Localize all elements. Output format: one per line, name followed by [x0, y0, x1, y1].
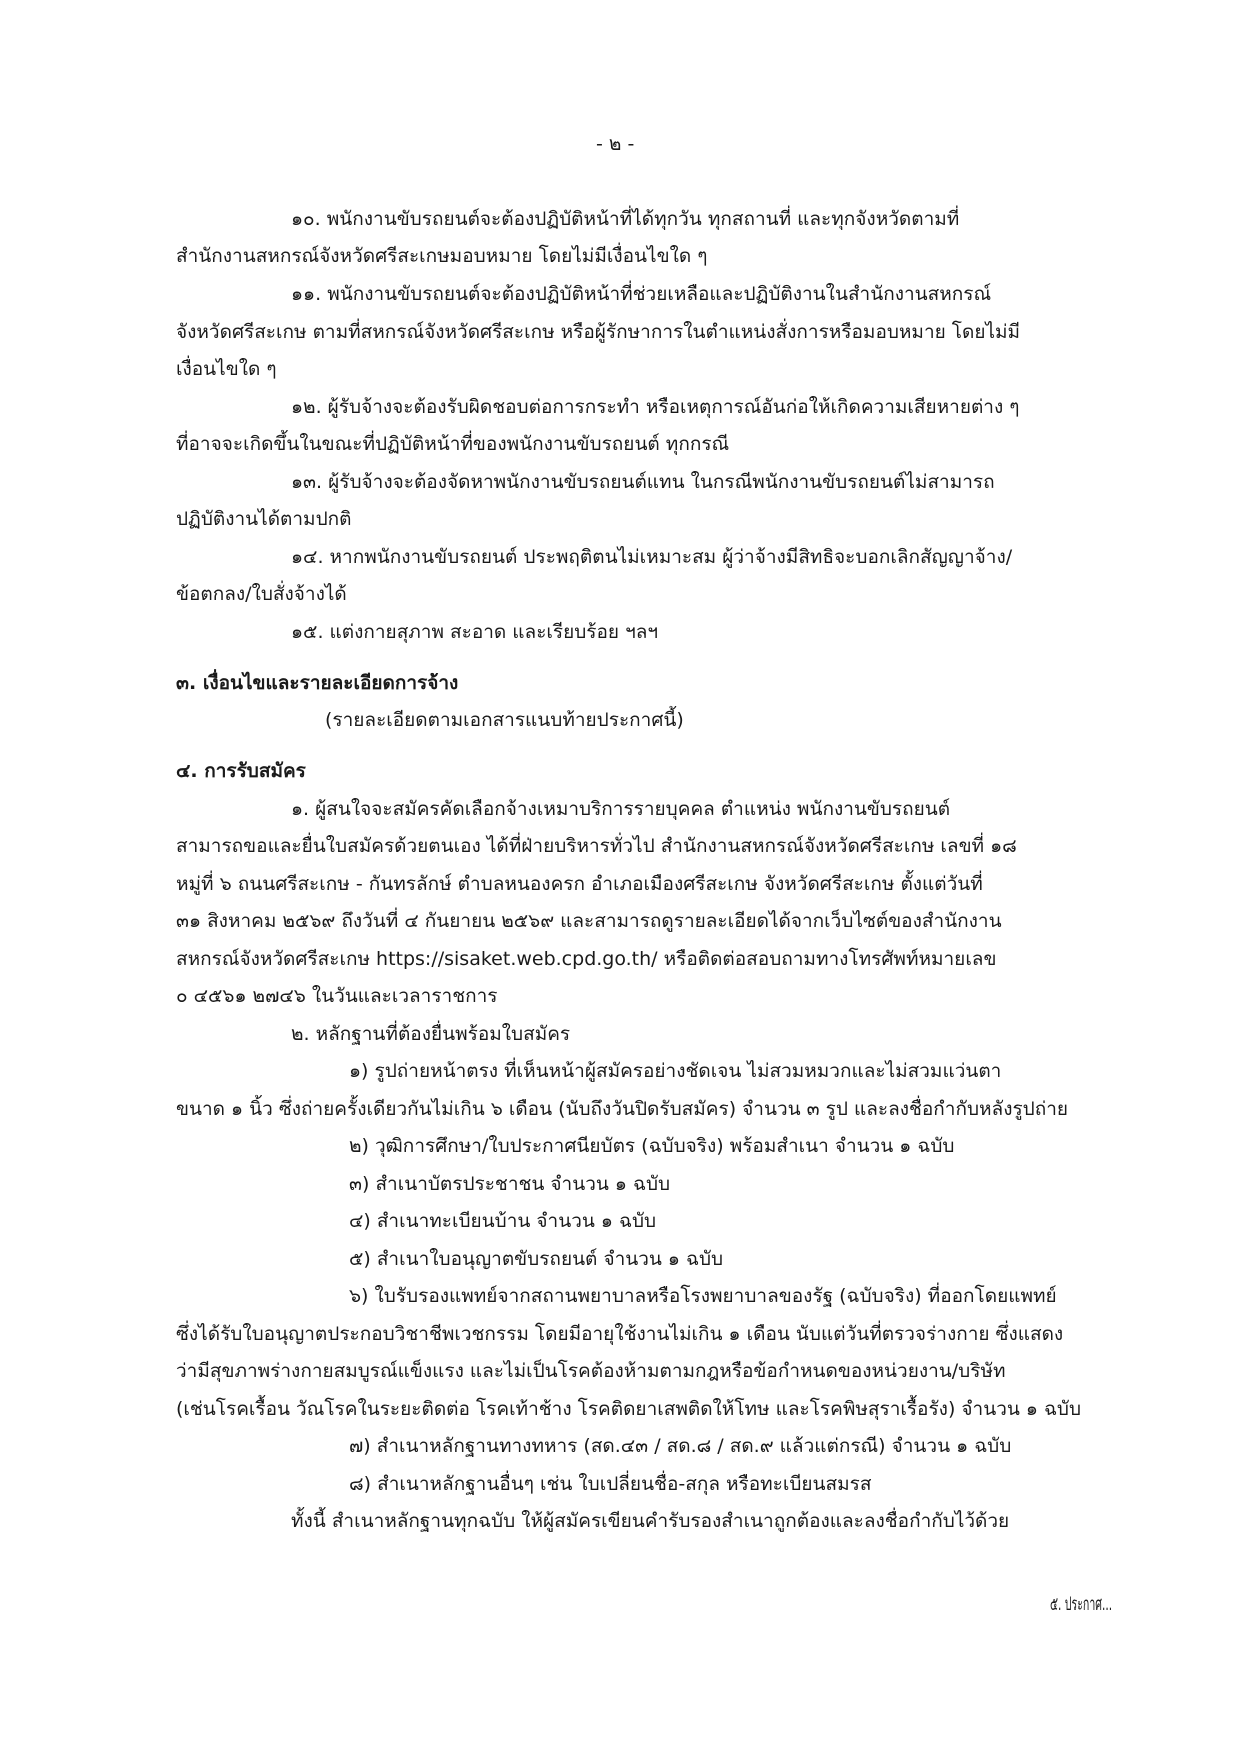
doc-1-line-2: ขนาด ๑ นิ้ว ซึ่งถ่ายครั้งเดียวกันไม่เกิน ๖ เดือน (นับถึงวันปิดรับสมัคร) จำนวน ๓ รูป และลงชื่อกำกับหลังรูปถ่าย [176, 1098, 1069, 1120]
application-paragraph-line-6: ๐ ๔๕๖๑ ๒๗๔๖ ในวันและเวลาราชการ [176, 985, 498, 1007]
item-11-line-1: ๑๑. พนักงานขับรถยนต์จะต้องปฏิบัติหน้าที่ช่วยเหลือและปฏิบัติงานในสำนักงานสหกรณ์ [291, 283, 992, 305]
application-paragraph-line-1: ๑. ผู้สนใจจะสมัครคัดเลือกจ้างเหมาบริการรายบุคคล ตำแหน่ง พนักงานขับรถยนต์ [291, 798, 951, 820]
application-paragraph-line-3: หมู่ที่ ๖ ถนนศรีสะเกษ - กันทรลักษ์ ตำบลหนองครก อำเภอเมืองศรีสะเกษ จังหวัดศรีสะเกษ ตั้งแต่วันที่ [176, 873, 983, 895]
section-3-note: (รายละเอียดตามเอกสารแนบท้ายประกาศนี้) [325, 709, 684, 731]
doc-7: ๗) สำเนาหลักฐานทางทหาร (สด.๔๓ / สด.๘ / สด.๙ แล้วแต่กรณี) จำนวน ๑ ฉบับ [349, 1435, 1012, 1457]
section-3-heading: ๓. เงื่อนไขและรายละเอียดการจ้าง [176, 672, 459, 694]
item-15: ๑๕. แต่งกายสุภาพ สะอาด และเรียบร้อย ฯลฯ [291, 621, 659, 643]
continuation-marker: ๕. ประกาศ... [1050, 1593, 1113, 1615]
doc-6-line-2: ซึ่งได้รับใบอนุญาตประกอบวิชาชีพเวชกรรม โดยมีอายุใช้งานไม่เกิน ๑ เดือน นับแต่วันที่ตรวจร่างกาย ซึ่งแสดง [176, 1323, 1064, 1345]
page-number: - ๒ - [596, 133, 635, 155]
doc-6-line-1: ๖) ใบรับรองแพทย์จากสถานพยาบาลหรือโรงพยาบาลของรัฐ (ฉบับจริง) ที่ออกโดยแพทย์ [349, 1285, 1057, 1307]
item-11-line-2: จังหวัดศรีสะเกษ ตามที่สหกรณ์จังหวัดศรีสะเกษ หรือผู้รักษาการในตำแหน่งสั่งการหรือมอบหมาย โดยไม่มี [176, 321, 1021, 343]
item-12-line-2: ที่อาจจะเกิดขึ้นในขณะที่ปฏิบัติหน้าที่ของพนักงานขับรถยนต์ ทุกกรณี [176, 433, 730, 455]
doc-1-line-1: ๑) รูปถ่ายหน้าตรง ที่เห็นหน้าผู้สมัครอย่างชัดเจน ไม่สวมหมวกและไม่สวมแว่นตา [349, 1060, 1002, 1082]
documents-heading: ๒. หลักฐานที่ต้องยื่นพร้อมใบสมัคร [291, 1023, 571, 1045]
item-10-line-2: สำนักงานสหกรณ์จังหวัดศรีสะเกษมอบหมาย โดยไม่มีเงื่อนไขใด ๆ [176, 245, 708, 267]
application-paragraph-line-2: สามารถขอและยื่นใบสมัครด้วยตนเอง ได้ที่ฝ่ายบริหารทั่วไป สำนักงานสหกรณ์จังหวัดศรีสะเกษ เลขที่ ๑๘ [176, 835, 1017, 857]
item-14-line-2: ข้อตกลง/ใบสั่งจ้างได้ [176, 583, 347, 605]
doc-8: ๘) สำเนาหลักฐานอื่นๆ เช่น ใบเปลี่ยนชื่อ-สกุล หรือทะเบียนสมรส [349, 1473, 872, 1495]
item-11-line-3: เงื่อนไขใด ๆ [176, 358, 277, 380]
doc-6-line-4: (เช่นโรคเรื้อน วัณโรคในระยะติดต่อ โรคเท้าช้าง โรคติดยาเสพติดให้โทษ และโรคพิษสุราเรื้อรัง) จำนวน ๑ ฉบับ [176, 1398, 1082, 1420]
doc-5: ๕) สำเนาใบอนุญาตขับรถยนต์ จำนวน ๑ ฉบับ [349, 1248, 724, 1270]
item-12-line-1: ๑๒. ผู้รับจ้างจะต้องรับผิดชอบต่อการกระทำ หรือเหตุการณ์อันก่อให้เกิดความเสียหายต่าง ๆ [291, 396, 1020, 418]
doc-3: ๓) สำเนาบัตรประชาชน จำนวน ๑ ฉบับ [349, 1173, 671, 1195]
closing-note: ทั้งนี้ สำเนาหลักฐานทุกฉบับ ให้ผู้สมัครเขียนคำรับรองสำเนาถูกต้องและลงชื่อกำกับไว้ด้วย [291, 1510, 1010, 1532]
doc-2: ๒) วุฒิการศึกษา/ใบประกาศนียบัตร (ฉบับจริง) พร้อมสำเนา จำนวน ๑ ฉบับ [349, 1135, 955, 1157]
item-10-line-1: ๑๐. พนักงานขับรถยนต์จะต้องปฏิบัติหน้าที่ได้ทุกวัน ทุกสถานที่ และทุกจังหวัดตามที่ [291, 208, 960, 230]
item-13-line-1: ๑๓. ผู้รับจ้างจะต้องจัดหาพนักงานขับรถยนต์แทน ในกรณีพนักงานขับรถยนต์ไม่สามารถ [291, 471, 995, 493]
doc-4: ๔) สำเนาทะเบียนบ้าน จำนวน ๑ ฉบับ [349, 1210, 657, 1232]
item-14-line-1: ๑๔. หากพนักงานขับรถยนต์ ประพฤติตนไม่เหมาะสม ผู้ว่าจ้างมีสิทธิจะบอกเลิกสัญญาจ้าง/ [291, 546, 1013, 568]
doc-6-line-3: ว่ามีสุขภาพร่างกายสมบูรณ์แข็งแรง และไม่เป็นโรคต้องห้ามตามกฎหรือข้อกำหนดของหน่วยงาน/บริษัท [176, 1360, 1006, 1382]
section-4-heading: ๔. การรับสมัคร [176, 760, 306, 782]
item-13-line-2: ปฏิบัติงานได้ตามปกติ [176, 508, 352, 530]
application-paragraph-line-4: ๓๑ สิงหาคม ๒๕๖๙ ถึงวันที่ ๔ กันยายน ๒๕๖๙ และสามารถดูรายละเอียดได้จากเว็บไซต์ของสำนักงาน [176, 910, 1002, 932]
application-paragraph-line-5: สหกรณ์จังหวัดศรีสะเกษ https://sisaket.web.cpd.go.th/ หรือติดต่อสอบถามทางโทรศัพท์หมายเลข [176, 948, 997, 970]
